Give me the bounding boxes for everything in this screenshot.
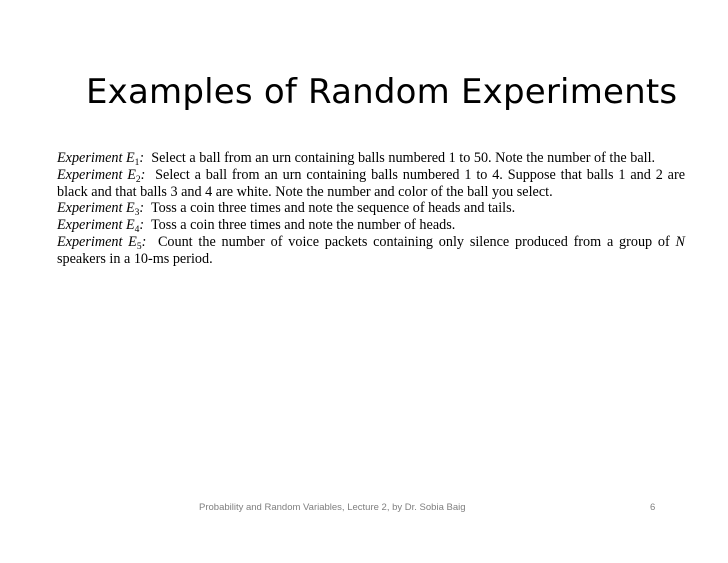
experiment-text: Select a ball from an urn containing balls numbered 1 to 4. Suppose that balls 1 and 2 are black and that balls 3 and 4 are white. Note the number and color of the ball you select. xyxy=(57,166,685,200)
experiment-text: Toss a coin three times and note the number of heads. xyxy=(150,217,456,234)
experiment-label: Experiment $E_5$: xyxy=(57,233,147,252)
experiment-subscript: 1 xyxy=(134,158,140,168)
experiment-label: Experiment $E_4$: xyxy=(57,217,145,236)
experiment-subscript: 3 xyxy=(134,208,140,219)
experiment-item xyxy=(57,200,685,217)
experiment-item xyxy=(57,234,685,268)
experiment-subscript: 5 xyxy=(136,241,142,252)
experiment-label: Experiment $E_1$: xyxy=(57,150,145,168)
experiment-subscript: 4 xyxy=(134,225,140,236)
experiment-text: Select a ball from an urn containing balls numbered 1 to 50. Note the number of the ball. xyxy=(151,150,656,166)
experiment-text: Count the number of voice packets containing only silence produced from a group of N speakers in a 10-ms period. xyxy=(57,233,686,267)
slide-footer: Probability and Random Variables, Lecture 2, by Dr. Sobia Baig xyxy=(199,502,466,513)
page-number: 6 xyxy=(650,502,656,513)
experiment-item xyxy=(57,167,685,201)
experiment-item xyxy=(57,150,685,167)
variable-n: N xyxy=(675,233,686,250)
experiment-label: Experiment $E_3$: xyxy=(57,200,145,219)
experiment-item xyxy=(57,217,685,234)
experiment-label: Experiment $E_2$: xyxy=(57,166,146,185)
slide-title: Examples of Random Experiments xyxy=(86,72,678,112)
experiment-text: Toss a coin three times and note the sequence of heads and tails. xyxy=(150,200,516,217)
experiment-subscript: 2 xyxy=(135,174,141,185)
experiment-list xyxy=(57,150,685,268)
